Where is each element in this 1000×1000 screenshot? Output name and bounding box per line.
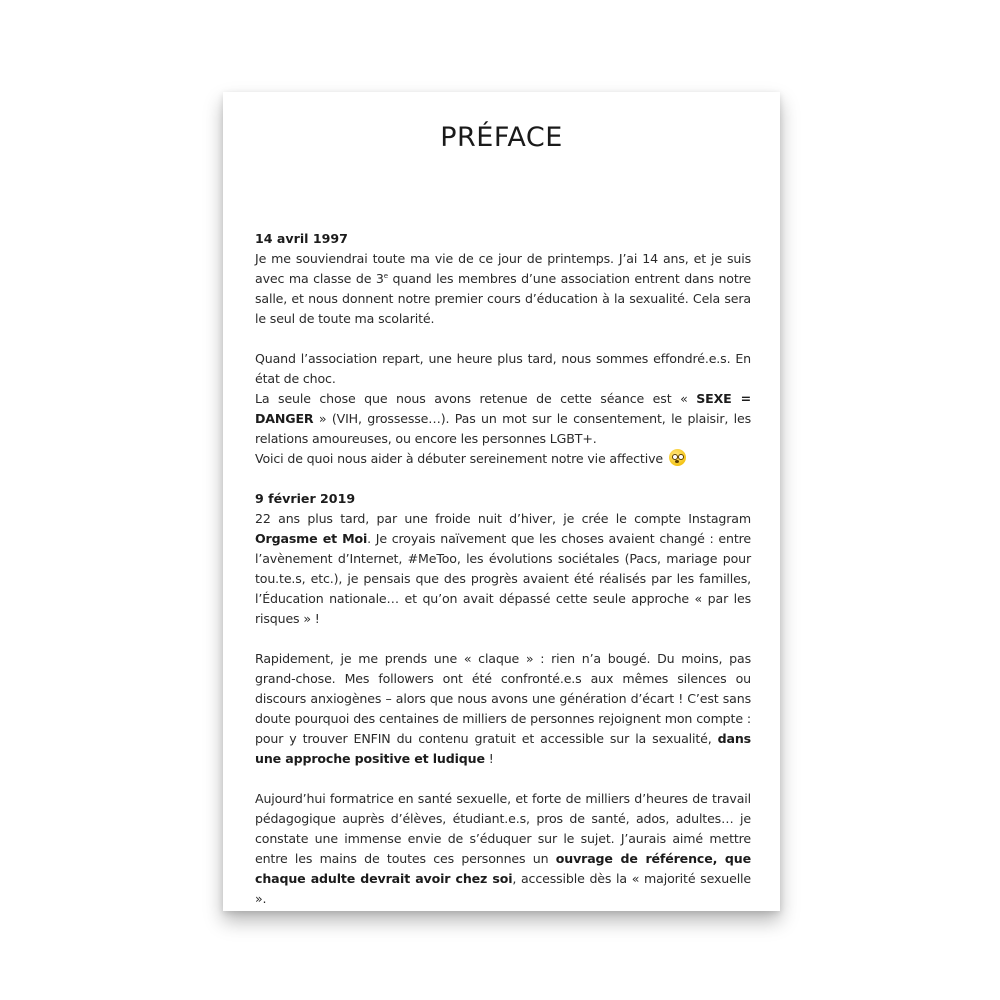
section-1997 bbox=[255, 229, 751, 469]
section-date: 14 avril 1997 bbox=[255, 231, 348, 246]
paragraph: Je me souviendrai toute ma vie de ce jour de printemps. J’ai 14 ans, et je suis avec ma classe de 3e quand les membres d’une association entrent dans notre salle, et nous donnent notre premier cours d’éducation à la sexualité. Cela sera le seul de toute ma scolarité. bbox=[255, 251, 751, 326]
paragraph: Voici de quoi nous aider à débuter sereinement notre vie affective bbox=[255, 449, 751, 469]
paragraph: La seule chose que nous avons retenue de cette séance est « SEXE = DANGER » (VIH, grossesse…). Pas un mot sur le consentement, le plaisir, les relations amoureuses, ou encore les personnes LGBT+. bbox=[255, 391, 751, 446]
section-date: 9 février 2019 bbox=[255, 491, 356, 506]
paragraph: Rapidement, je me prends une « claque » : rien n’a bougé. Du moins, pas grand-chose. Mes followers ont été confronté.e.s aux mêmes silences ou discours anxiogènes – alors que nous avons une génération d’écart ! C’est sans doute pourquoi des centaines de milliers de personnes rejoignent mon compte : pour y trouver ENFIN du contenu gratuit et accessible sur la sexualité, dans une approche positive et ludique ! bbox=[255, 651, 751, 766]
flushed-face-emoji-icon bbox=[669, 449, 686, 466]
paragraph: Quand l’association repart, une heure plus tard, nous sommes effondré.e.s. En état de choc. bbox=[255, 351, 751, 386]
page-title: PRÉFACE bbox=[440, 122, 563, 153]
paragraph: Aujourd’hui formatrice en santé sexuelle, et forte de milliers d’heures de travail pédagogique auprès d’élèves, étudiant.e.s, pros de santé, ados, adultes… je constate une immense envie de s’éduquer sur le sujet. J’aurais aimé mettre entre les mains de toutes ces personnes un ouvrage de référence, que chaque adulte devrait avoir chez soi, accessible dès la « majorité sexuelle ». bbox=[255, 791, 752, 906]
book-page bbox=[223, 92, 780, 911]
paragraph: 22 ans plus tard, par une froide nuit d’hiver, je crée le compte Instagram Orgasme et Moi. Je croyais naïvement que les choses avaient changé : entre l’avènement d’Internet, #MeToo, les évolutions sociétales (Pacs, mariage pour tou.te.s, etc.), je pensais que des progrès avaient été réalisés par les familles, l’Éducation nationale… et qu’on avait dépassé cette seule approche « par les risques » ! bbox=[255, 511, 751, 626]
preface-content bbox=[255, 229, 751, 929]
section-2019 bbox=[255, 489, 751, 909]
